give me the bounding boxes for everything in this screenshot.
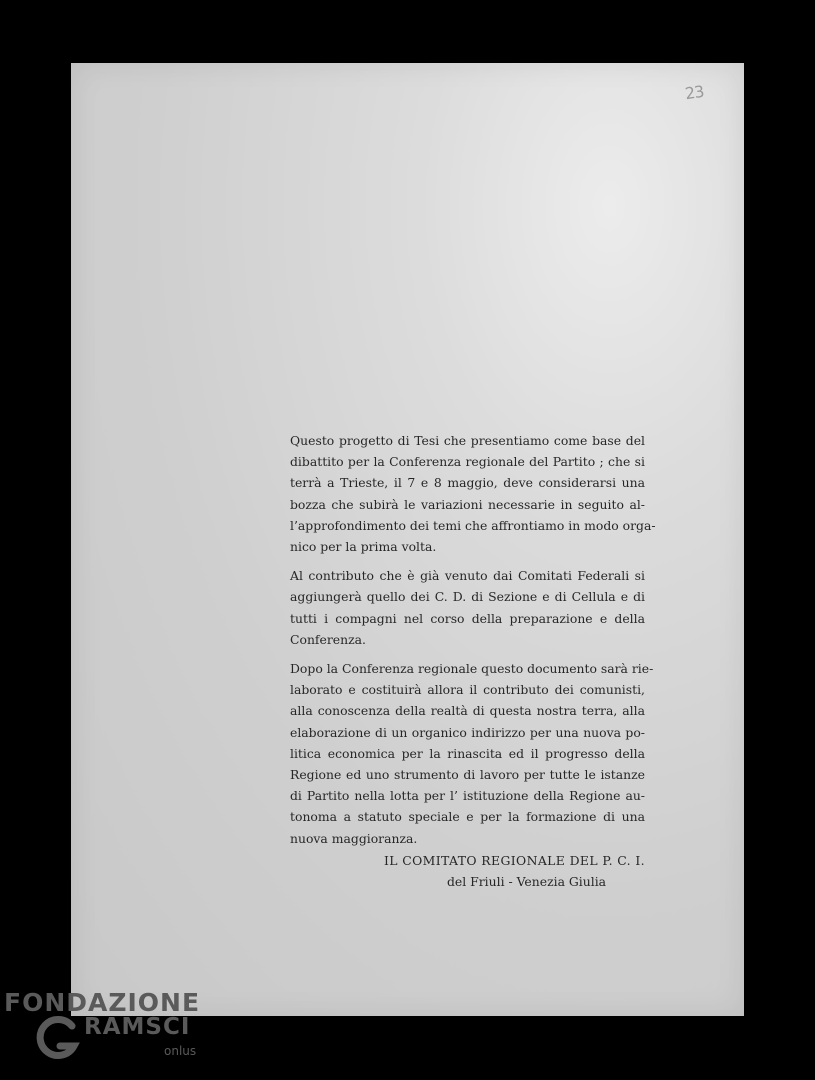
signature-region: del Friuli - Venezia Giulia [447, 874, 607, 889]
text-line: bozza che subirà le variazioni necessarie in seguito al- [290, 496, 645, 512]
text-line: Regione ed uno strumento di lavoro per tutte le istanze [290, 767, 645, 783]
text-line: litica economica per la rinascita ed il progresso della [290, 745, 645, 761]
fondazione-gramsci-watermark [4, 988, 204, 1078]
text-line: Al contributo che è già venuto dai Comitati Federali si [290, 568, 645, 584]
text-line: terrà a Trieste, il 7 e 8 maggio, deve considerarsi una [290, 475, 645, 491]
text-line: l’approfondimento dei temi che affrontiamo in modo orga- [290, 517, 656, 533]
paragraph-2 [290, 565, 645, 650]
paragraph-1 [290, 430, 656, 557]
text-line: nico per la prima volta. [290, 539, 437, 555]
watermark-line-1: FONDAZIONE [4, 988, 201, 1017]
text-line: Conferenza. [290, 631, 366, 647]
signature-organization: IL COMITATO REGIONALE DEL P. C. I. [383, 853, 645, 868]
text-line: tonoma a statuto speciale e per la formazione di una [290, 809, 645, 825]
text-line: Dopo la Conferenza regionale questo documento sarà rie- [290, 661, 654, 677]
text-line: laborato e costituirà allora il contributo dei comunisti, [290, 682, 645, 698]
text-line: tutti i compagni nel corso della preparazione e della [290, 610, 645, 626]
text-line: aggiungerà quello dei C. D. di Sezione e di Cellula e di [290, 589, 645, 605]
text-line: alla conoscenza della realtà di questa nostra terra, alla [290, 703, 645, 719]
paragraph-3 [290, 658, 654, 849]
text-line: dibattito per la Conferenza regionale del Partito ; che si [290, 454, 645, 470]
body-text [290, 430, 656, 857]
signature-block [290, 850, 645, 892]
handwritten-page-number: 23 [683, 81, 705, 104]
text-line: Questo progetto di Tesi che presentiamo come base del [290, 433, 645, 448]
text-line: di Partito nella lotta per l’ istituzione della Regione au- [290, 788, 645, 804]
watermark-line-2: RAMSCI [84, 1014, 191, 1040]
gramsci-g-logo-icon [32, 1014, 82, 1064]
text-line: nuova maggioranza. [290, 830, 418, 846]
document-page [71, 63, 744, 1016]
watermark-line-3: onlus [164, 1044, 197, 1058]
text-line: elaborazione di un organico indirizzo per una nuova po- [290, 724, 645, 740]
